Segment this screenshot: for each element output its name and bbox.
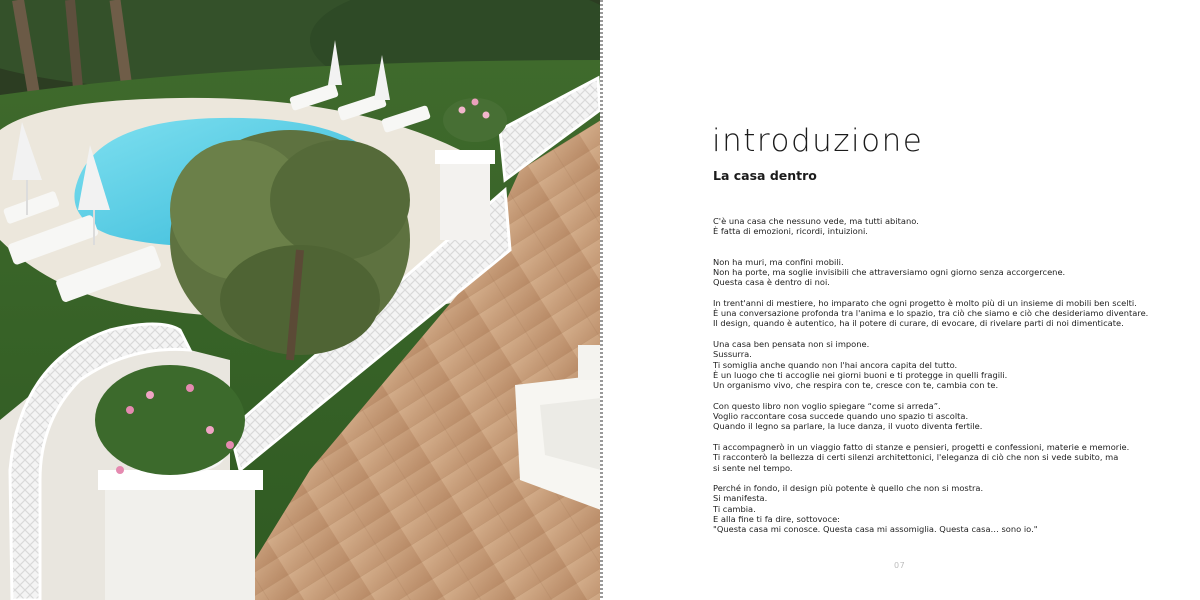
- text-line: Non ha porte, ma soglie invisibili che attraversiamo ogni giorno senza accorgercene.: [713, 266, 1066, 277]
- paragraph: [713, 298, 1183, 329]
- page-number: 07: [894, 561, 906, 570]
- text-line: Ti accompagnerò in un viaggio fatto di stanze e pensieri, progetti e confessioni, materie e memorie.: [713, 441, 1130, 452]
- paragraph: [713, 339, 1183, 390]
- text-line: Si manifesta.: [713, 493, 768, 504]
- text-line: Voglio raccontare cosa succede quando uno spazio ti ascolta.: [713, 411, 969, 422]
- text-line: Ti cambia.: [713, 503, 756, 514]
- text-line: In trent'anni di mestiere, ho imparato che ogni progetto è molto più di un insieme di mobili ben scelti.: [713, 297, 1137, 308]
- text-line: Il design, quando è autentico, ha il potere di curare, di evocare, di rivelare parti di noi dimenticate.: [713, 318, 1124, 329]
- text-line: È una conversazione profonda tra l'anima e lo spazio, tra ciò che siamo e ciò che desideriamo diventare.: [713, 308, 1149, 319]
- text-line: E alla fine ti fa dire, sottovoce:: [713, 514, 840, 525]
- text-line: Un organismo vivo, che respira con te, cresce con te, cambia con te.: [713, 380, 999, 391]
- text-line: Ti racconterò la bellezza di certi silenzi architettonici, l'eleganza di ciò che non si vede subito, ma si sente nel tempo.: [713, 452, 1119, 473]
- text-page: [603, 0, 1200, 600]
- text-line: Sussurra.: [713, 349, 752, 360]
- text-line: Una casa ben pensata non si impone.: [713, 338, 870, 349]
- text-line: Non ha muri, ma confini mobili.: [713, 256, 844, 267]
- text-line: Questa casa è dentro di noi.: [713, 277, 830, 288]
- text-line: Con questo libro non voglio spiegare “come si arreda”.: [713, 400, 941, 411]
- paragraph: [713, 483, 1183, 534]
- paragraph: [713, 401, 1183, 432]
- text-line: Ti somiglia anche quando non l'hai ancora capita del tutto.: [713, 359, 958, 370]
- text-line: Quando il legno sa parlare, la luce danza, il vuoto diventa fertile.: [713, 421, 983, 432]
- text-line: È fatta di emozioni, ricordi, intuizioni.: [713, 226, 868, 237]
- chapter-subtitle: La casa dentro: [713, 168, 817, 183]
- paragraph: [713, 216, 1183, 237]
- text-line: C'è una casa che nessuno vede, ma tutti abitano.: [713, 216, 919, 226]
- chapter-title: introduzione: [712, 123, 924, 159]
- text-line: "Questa casa mi conosce. Questa casa mi assomiglia. Questa casa… sono io.": [713, 524, 1038, 535]
- chapter-body: [713, 216, 1183, 545]
- paragraph: [713, 257, 1183, 288]
- text-line: È un luogo che ti accoglie nei giorni buoni e ti protegge in quelli fragili.: [713, 369, 1008, 380]
- text-line: Perché in fondo, il design più potente è quello che non si mostra.: [713, 483, 984, 494]
- paragraph: [713, 442, 1183, 473]
